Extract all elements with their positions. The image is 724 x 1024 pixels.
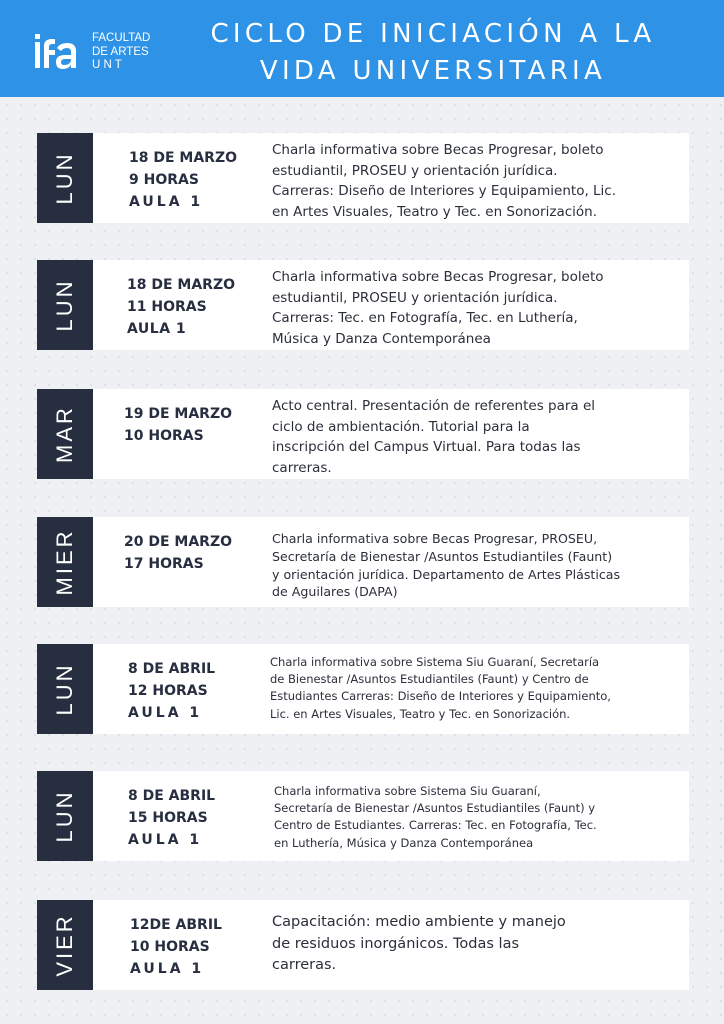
day-label: MIER (52, 528, 77, 596)
event-time: 12 HORAS (128, 683, 208, 699)
event-date: 19 DE MARZO (124, 406, 233, 422)
event-card (37, 771, 689, 861)
event-room: AULA 1 (127, 321, 187, 337)
event-date: 8 DE ABRIL (128, 661, 216, 677)
description-line: Secretaría de Bienestar /Asuntos Estudiantiles (Faunt) (272, 548, 613, 564)
description-line: Charla informativa sobre Becas Progresar, boleto (272, 269, 604, 285)
event-meta (128, 658, 215, 724)
description-line: Acto central. Presentación de referentes para el (272, 398, 596, 414)
description-line: Música y Danza Contemporánea (272, 330, 491, 347)
description-line: estudiantil, PROSEU y orientación jurídica. (272, 289, 558, 306)
event-card (37, 900, 689, 990)
day-block (37, 260, 93, 350)
description-line: Charla informativa sobre Becas Progresar, PROSEU, (272, 531, 598, 546)
day-label: LUN (52, 789, 77, 843)
description-line: Secretaría de Bienestar /Asuntos Estudiantiles (Faunt) y (274, 801, 596, 816)
description-line: carreras. (272, 957, 337, 973)
event-room: AULA 1 (129, 194, 204, 210)
event-date: 12DE ABRIL (130, 917, 222, 933)
day-label: MAR (52, 405, 77, 463)
event-date: 20 DE MARZO (124, 534, 233, 550)
day-block (37, 389, 93, 479)
event-room: AULA 1 (128, 832, 203, 848)
event-date: 8 DE ABRIL (128, 788, 216, 804)
event-meta (127, 274, 235, 340)
event-room: AULA 1 (128, 705, 203, 721)
event-meta (124, 531, 232, 575)
event-meta (128, 785, 215, 851)
event-card (37, 389, 689, 479)
description-line: en Artes Visuales, Teatro y Tec. en Sonorización. (272, 203, 597, 220)
event-time: 10 HORAS (130, 939, 210, 955)
event-meta (129, 147, 237, 213)
event-description (272, 530, 620, 601)
event-description (274, 783, 597, 852)
description-line: Estudiantes Carreras: Diseño de Interiores y Equipamiento, (270, 689, 611, 704)
description-line: y orientación jurídica. Departamento de Artes Plásticas (272, 566, 621, 582)
description-line: de residuos inorgánicos. Todas las (272, 935, 520, 952)
event-description (272, 912, 566, 977)
event-meta (130, 914, 222, 980)
day-block (37, 900, 93, 990)
description-line: Carreras: Tec. en Fotografía, Tec. en Luthería, (272, 310, 578, 326)
day-label: LUN (52, 151, 77, 205)
day-label: VIER (52, 913, 77, 977)
day-block (37, 644, 93, 734)
description-line: Centro de Estudiantes. Carreras: Tec. en Fotografía, Tec. (274, 818, 597, 833)
description-line: Lic. en Artes Visuales, Teatro y Tec. en Sonorización. (270, 706, 571, 721)
event-card (37, 644, 689, 734)
event-time: 17 HORAS (124, 556, 204, 572)
event-card (37, 260, 689, 350)
description-line: de Aguilares (DAPA) (272, 584, 398, 600)
event-date: 18 DE MARZO (129, 150, 238, 166)
faculty-logo (30, 30, 160, 78)
event-date: 18 DE MARZO (127, 277, 236, 293)
day-label: LUN (52, 278, 77, 332)
description-line: Carreras: Diseño de Interiores y Equipamiento, Lic. (272, 183, 617, 199)
event-card (37, 133, 689, 223)
page-title: CICLO DE INICIACIÓN A LA VIDA UNIVERSITARIA (210, 19, 656, 86)
day-block (37, 771, 93, 861)
day-block (37, 133, 93, 223)
event-card (37, 517, 689, 607)
event-time: 10 HORAS (124, 428, 204, 444)
event-description (272, 140, 616, 222)
event-meta (124, 403, 232, 447)
event-description (272, 267, 604, 349)
event-time: 9 HORAS (129, 172, 199, 188)
description-line: carreras. (272, 459, 332, 476)
event-time: 15 HORAS (128, 810, 208, 826)
day-block (37, 517, 93, 607)
faculty-logo-mark (30, 30, 84, 74)
description-line: inscripción del Campus Virtual. Para todas las (272, 439, 581, 455)
description-line: Charla informativa sobre Sistema Siu Guaraní, (274, 784, 541, 798)
description-line: de Bienestar /Asuntos Estudiantiles (Faunt) y Centro de (270, 672, 589, 687)
description-line: Charla informativa sobre Sistema Siu Guaraní, Secretaría (270, 655, 600, 669)
description-line: Charla informativa sobre Becas Progresar, boleto (272, 142, 604, 158)
day-label: LUN (52, 662, 77, 716)
event-description (272, 396, 595, 478)
event-room: AULA 1 (130, 961, 205, 977)
description-line: ciclo de ambientación. Tutorial para la (272, 418, 530, 435)
event-time: 11 HORAS (127, 299, 207, 315)
event-description (270, 654, 611, 723)
description-line: Capacitación: medio ambiente y manejo (272, 914, 566, 930)
faculty-name: FACULTAD DE ARTES U N T (92, 32, 151, 71)
description-line: en Luthería, Música y Danza Contemporánea (274, 835, 534, 850)
header-banner (0, 0, 724, 97)
description-line: estudiantil, PROSEU y orientación jurídica. (272, 162, 558, 179)
